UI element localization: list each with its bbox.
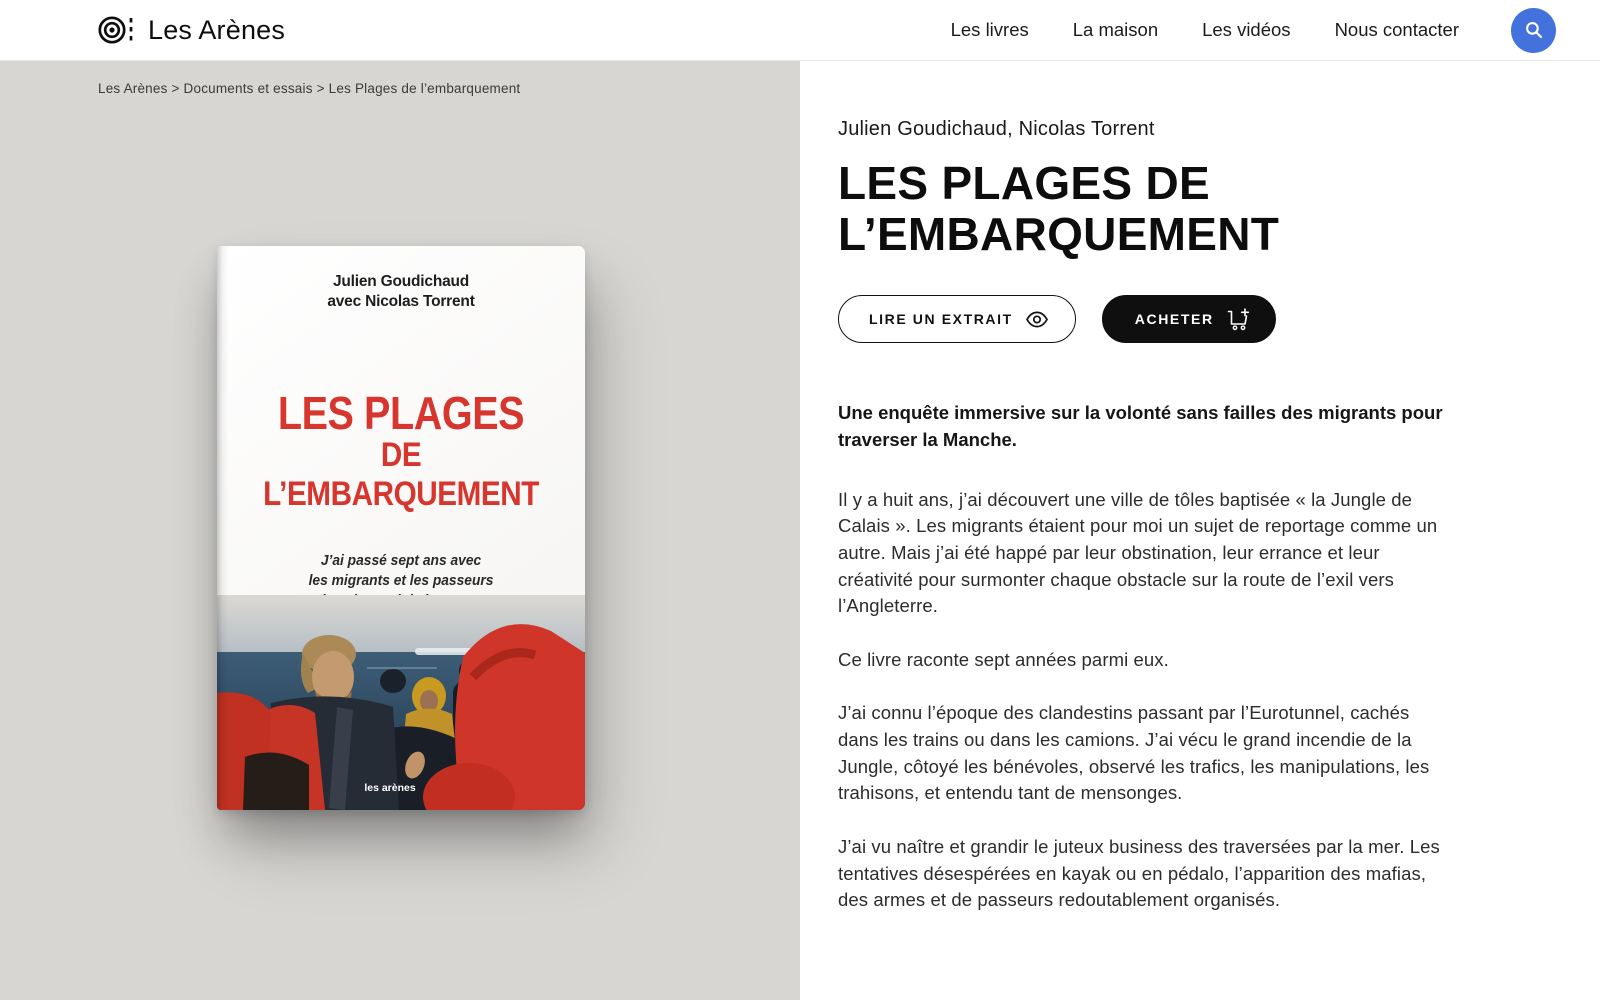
- cover-author-1: Julien Goudichaud: [332, 273, 470, 290]
- breadcrumb-home[interactable]: Les Arènes: [98, 81, 168, 96]
- page-title: LES PLAGES DE L’EMBARQUEMENT: [838, 157, 1280, 261]
- breadcrumb: [98, 81, 520, 96]
- target-logo-icon: [97, 11, 137, 49]
- cta-row: [838, 295, 1480, 343]
- cover-title: [243, 386, 559, 515]
- buy-button[interactable]: [1102, 295, 1276, 343]
- add-to-cart-icon: [1226, 307, 1251, 331]
- book-visual-panel: [0, 61, 800, 1000]
- breadcrumb-category[interactable]: Documents et essais: [183, 81, 313, 96]
- site-header: [0, 0, 1600, 61]
- product-details-panel: [800, 61, 1600, 1000]
- main-content: [0, 61, 1600, 1000]
- cover-subtitle-line1: J’ai passé sept ans avec: [320, 552, 482, 569]
- description-paragraph: J’ai vu naître et grandir le juteux business des traversées par la mer. Les tentatives désespérées en kayak ou en pédalo, l’apparition des mafias, des armes et de passeurs redoutablement organisés.: [838, 835, 1440, 911]
- description-paragraph: Il y a huit ans, j’ai découvert une ville de tôles baptisée « la Jungle de Calais ». Les migrants étaient pour moi un sujet de reportage comme un autre. Mais j’ai été happé par leur obstination, leur errance et leur créativité pour surmonter chaque obstacle sur la route de l’exil vers l’Angleterre.: [838, 488, 1438, 617]
- cover-title-line2: DE L’EMBARQUEMENT: [263, 435, 539, 514]
- book-description: [838, 487, 1453, 914]
- description-paragraph: J’ai connu l’époque des clandestins passant par l’Eurotunnel, cachés dans les trains ou dans les camions. J’ai vécu le grand incendie de la Jungle, côtoyé les bénévoles, observé les trafics, les manipulations, les trahisons, et entendu tant de mensonges.: [838, 702, 1430, 804]
- nav-les-livres[interactable]: Les livres: [950, 19, 1029, 40]
- buy-label: ACHETER: [1134, 311, 1214, 328]
- cover-author-2: avec Nicolas Torrent: [327, 292, 475, 310]
- nav-la-maison[interactable]: La maison: [1072, 19, 1159, 40]
- search-button[interactable]: [1511, 8, 1556, 53]
- cover-subtitle-line2: les migrants et les passeurs: [308, 571, 494, 589]
- nav-les-videos[interactable]: Les vidéos: [1202, 19, 1291, 40]
- nav-nous-contacter[interactable]: Nous contacter: [1334, 19, 1459, 40]
- eye-icon: [1025, 311, 1049, 328]
- cover-photo-boat-scene: [217, 595, 585, 810]
- search-icon: [1524, 20, 1544, 40]
- read-excerpt-button[interactable]: [838, 295, 1076, 343]
- product-authors: Julien Goudichaud, Nicolas Torrent: [838, 118, 1155, 140]
- brand-logo[interactable]: [97, 11, 285, 49]
- breadcrumb-separator: >: [312, 81, 329, 96]
- description-paragraph: Ce livre raconte sept années parmi eux.: [838, 648, 1169, 670]
- book-cover: [217, 246, 585, 810]
- book-lead-description: Une enquête immersive sur la volonté sans failles des migrants pour traverser la Manche.: [838, 402, 1443, 450]
- breadcrumb-current: Les Plages de l’embarquement: [328, 81, 521, 96]
- cover-title-line1: LES PLAGES: [277, 386, 525, 439]
- breadcrumb-separator: >: [167, 81, 184, 96]
- read-excerpt-label: LIRE UN EXTRAIT: [869, 311, 1013, 328]
- main-nav: [951, 8, 1556, 53]
- brand-name: Les Arènes: [148, 14, 286, 45]
- cover-publisher-imprint: les arènes: [364, 782, 416, 794]
- cover-authors: [217, 272, 585, 312]
